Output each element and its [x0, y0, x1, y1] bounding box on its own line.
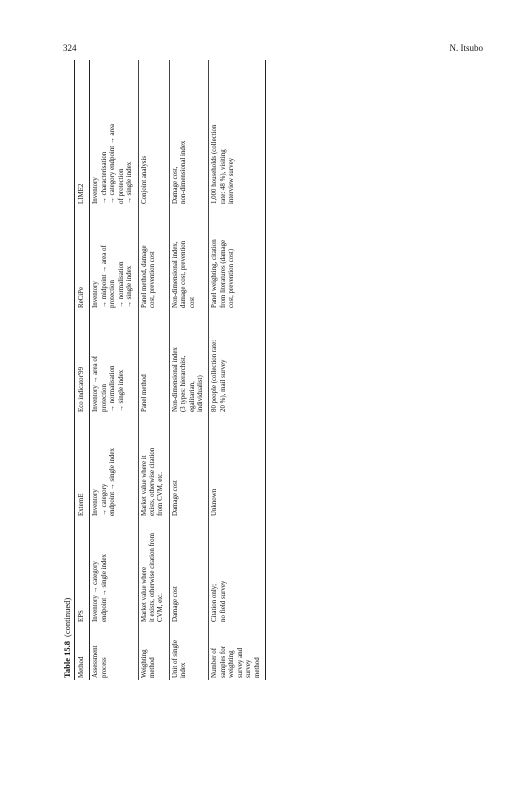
table-cell: Non-dimensional index, damage cost, prevention cost — [169, 206, 209, 310]
column-header-recipe: ReCiPe — [75, 206, 90, 310]
table-cell: Damage cost, non-dimensional index — [169, 60, 209, 206]
table-cell: 80 people (collection rate: 20 %), mail survey — [209, 310, 266, 414]
comparison-table — [74, 60, 266, 680]
table-cell: Conjoint analysis — [138, 60, 169, 206]
table-header-row — [75, 60, 90, 680]
table-row-assessment-process — [90, 60, 138, 680]
table-caption-suffix: (continued) — [62, 597, 72, 637]
column-header-externe: ExternE — [75, 414, 90, 518]
rotated-table-content — [62, 60, 500, 680]
table-row-weighting-method — [138, 60, 169, 680]
table-cell: Inventory → category endpoint → single index — [92, 448, 117, 516]
page-number: 324 — [63, 43, 77, 53]
row-label: Weighting method — [138, 624, 169, 680]
table-cell: Panel method, damage cost, prevention cost — [138, 206, 169, 310]
table-row-unit-of-single-index — [169, 60, 209, 680]
rotated-table-frame — [62, 60, 500, 680]
running-head-author: N. Itsubo — [449, 43, 483, 53]
table-row-number-of-samples — [209, 60, 266, 680]
column-header-eco-indicator: Eco indicator'99 — [75, 310, 90, 414]
row-label: Unit of single index — [169, 624, 209, 680]
table-cell: Damage cost — [169, 518, 209, 624]
row-label: Number of samples for weighting survey and survey method — [209, 624, 266, 680]
table-cell: Inventory → midpoint → area of protection → normalisation → single index — [92, 245, 134, 308]
table-caption-label: Table 15.8 — [62, 640, 72, 678]
table-cell: Non-dimensional index (3 types: hierarchist, egalitarian, individualist) — [169, 310, 209, 414]
table-cell: Market value where it exists, otherwise citation from CVM, etc. — [138, 414, 169, 518]
column-header-eps: EPS — [75, 518, 90, 624]
column-header-method: Method — [75, 624, 90, 680]
table-cell: Market value where it exists, otherwise citation from CVM, etc. — [138, 518, 169, 624]
table-cell: 1,000 households (collection rate: 48 %), visiting interview survey — [209, 60, 266, 206]
table-cell: Inventory → category endpoint → single index — [92, 554, 108, 622]
table-cell: Inventory → area of protection → normalisation → single index — [92, 355, 125, 412]
column-header-lime2: LIME2 — [75, 60, 90, 206]
table-cell: Panel method — [138, 310, 169, 414]
table-cell: Panel weighting, citation from literatures (damage cost, prevention cost) — [209, 206, 266, 310]
table-cell: Unknown — [209, 414, 266, 518]
table-caption — [62, 598, 72, 678]
table-cell: Inventory → characterisation → category endpoint → area of protection → single index — [92, 124, 134, 204]
row-label: Assessment process — [92, 645, 108, 678]
table-cell: Damage cost — [169, 414, 209, 518]
table-cell: Citation only; no field survey — [209, 518, 266, 624]
